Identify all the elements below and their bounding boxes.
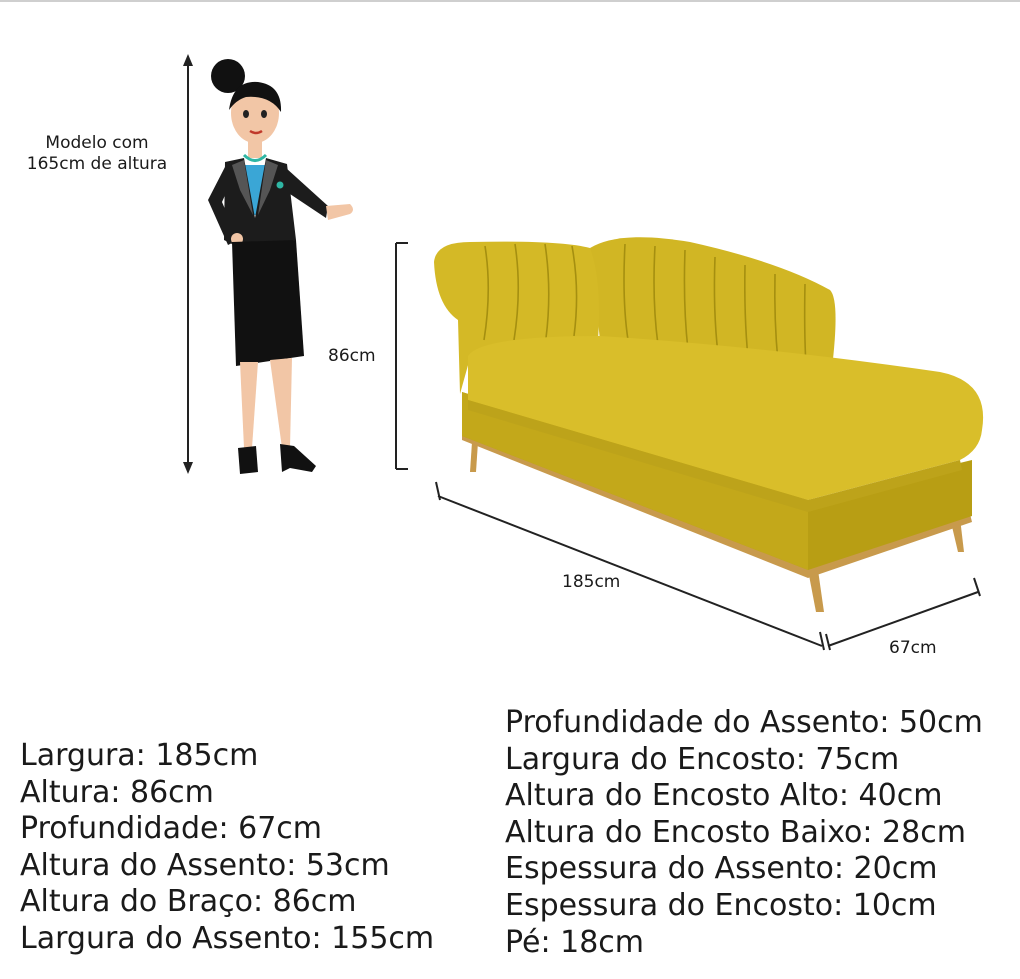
spec-item: Largura do Encosto: 75cm [505,741,900,777]
spec-item: Largura: 185cm [20,738,259,773]
specs-list-left [20,738,434,958]
model-height-arrow [183,54,193,474]
sofa-height-label: 86cm [328,346,376,366]
specs-list-right [505,705,983,961]
sofa-depth-label: 67cm [889,638,937,658]
spec-item: Profundidade: 67cm [20,811,323,847]
model-label-line: 165cm de altura [26,154,168,174]
spec-item: Altura do Braço: 86cm [20,884,357,920]
spec-item: Espessura do Encosto: 10cm [505,887,937,923]
spec-item: Altura do Assento: 53cm [20,847,390,883]
spec-item: Altura: 86cm [20,774,214,810]
spec-item: Altura do Encosto Alto: 40cm [505,778,943,814]
chaise-sofa [434,237,983,612]
model-label-line: Modelo com [45,133,149,153]
spec-item: Profundidade do Assento: 50cm [505,705,983,740]
spec-item: Altura do Encosto Baixo: 28cm [505,814,966,850]
sofa-height-bracket [396,243,408,469]
spec-item: Pé: 18cm [505,924,645,960]
spec-item: Largura do Assento: 155cm [20,920,435,956]
model-height-label [14,133,180,175]
spec-item: Espessura do Assento: 20cm [505,851,938,887]
woman-model-figure [208,59,353,474]
sofa-width-label: 185cm [562,572,621,592]
